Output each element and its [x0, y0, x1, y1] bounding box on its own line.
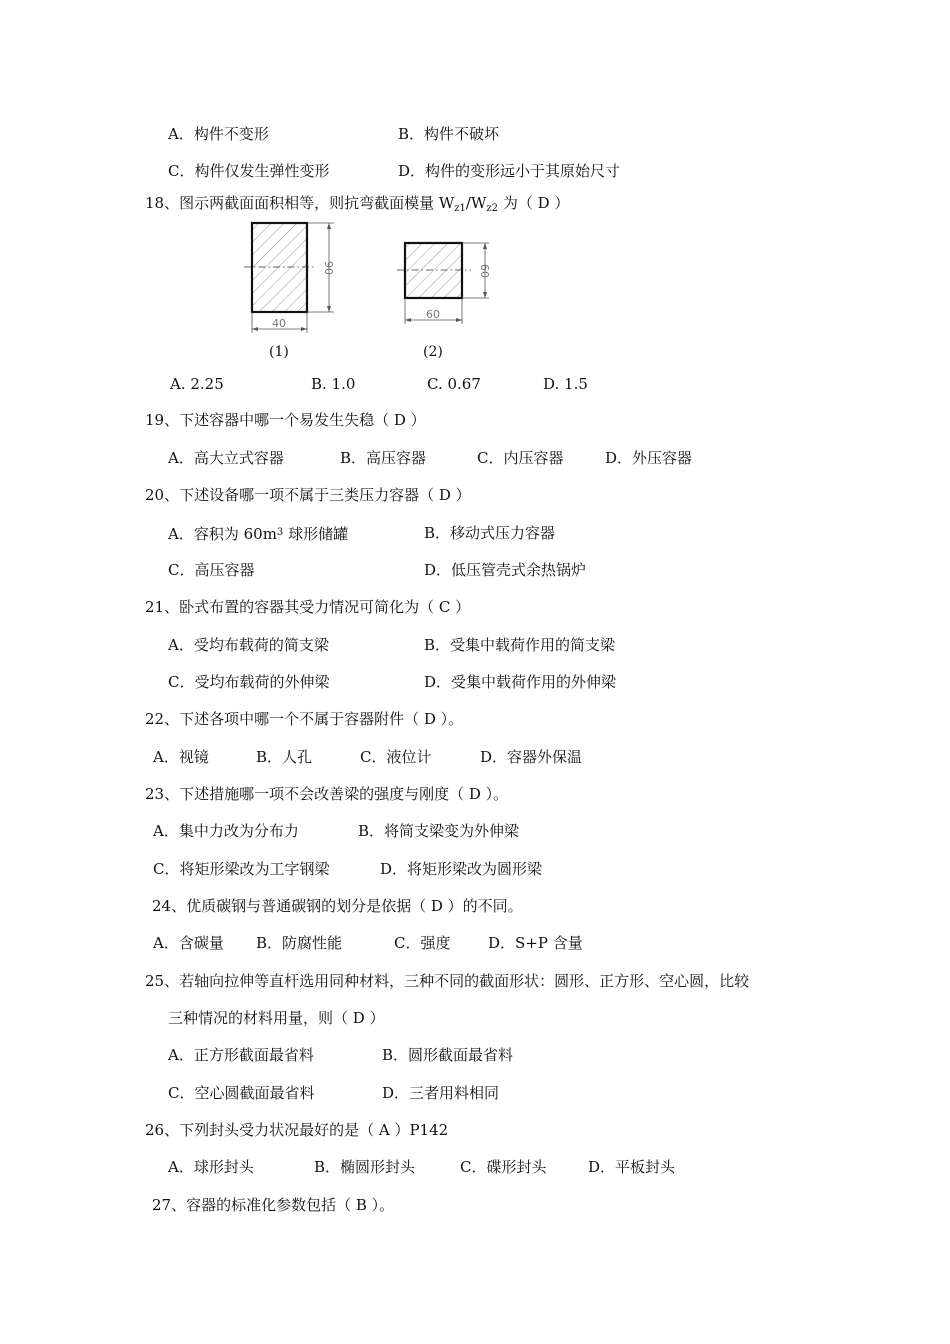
q19-option-c: C．内压容器 — [477, 449, 564, 467]
q24-option-c: C．强度 — [394, 934, 451, 952]
q22-option-b: B．人孔 — [256, 748, 313, 766]
q18-figure-1-caption: (1) — [269, 344, 289, 360]
q19-option-a: A．高大立式容器 — [168, 449, 284, 467]
q17-option-b: B．构件不破坏 — [398, 125, 500, 143]
q26-option-a: A．球形封头 — [168, 1158, 254, 1176]
q25-option-c: C．空心圆截面最省料 — [168, 1084, 315, 1102]
q20-option-a-text-end: 球形储罐 — [283, 525, 349, 543]
q21-option-d: D．受集中载荷作用的外伸梁 — [424, 673, 617, 691]
q20-option-a-superscript: 3 — [276, 527, 284, 538]
q19-stem: 19、下述容器中哪一个易发生失稳（ D ） — [145, 411, 426, 429]
q20-option-b: B．移动式压力容器 — [424, 524, 556, 542]
q24-option-d: D．S+P 含量 — [488, 934, 583, 952]
q18-stem — [145, 193, 569, 219]
q17-option-a: A．构件不变形 — [168, 125, 269, 143]
q20-option-c: C．高压容器 — [168, 561, 255, 579]
q26-stem: 26、下列封头受力状况最好的是（ A ）P142 — [145, 1121, 449, 1139]
q24-option-b: B．防腐性能 — [256, 934, 343, 952]
q26-option-b: B．椭圆形封头 — [314, 1158, 416, 1176]
fig2-width-label: 60 — [426, 308, 440, 321]
q23-option-d: D．将矩形梁改为圆形梁 — [380, 860, 543, 878]
section-1-rectangle — [252, 223, 307, 312]
q22-option-d: D．容器外保温 — [480, 748, 583, 766]
q27-stem: 27、容器的标准化参数包括（ B ）。 — [152, 1196, 395, 1214]
q18-slash-w: /W — [465, 194, 487, 212]
q25-stem-line2: 三种情况的材料用量，则（ D ） — [168, 1009, 385, 1027]
q21-stem: 21、卧式布置的容器其受力情况可简化为（ C ） — [145, 598, 471, 616]
q26-option-d: D．平板封头 — [588, 1158, 676, 1176]
q18-figure-2-caption: (2) — [423, 344, 443, 360]
fig1-width-label: 40 — [272, 317, 286, 330]
q24-stem: 24、优质碳钢与普通碳钢的划分是依据（ D ）的不同。 — [152, 897, 523, 915]
q21-option-b: B．受集中载荷作用的简支梁 — [424, 636, 616, 654]
q18-subscript-z2: z2 — [486, 203, 499, 214]
q19-option-b: B．高压容器 — [340, 449, 427, 467]
q20-option-d: D．低压管壳式余热锅炉 — [424, 561, 587, 579]
q25-option-a: A．正方形截面最省料 — [168, 1046, 314, 1064]
q18-option-c: C. 0.67 — [427, 375, 481, 393]
q18-option-b: B. 1.0 — [311, 375, 356, 393]
q18-stem-end: 为（ D ） — [498, 194, 570, 212]
q21-option-a: A．受均布载荷的简支梁 — [168, 636, 329, 654]
q18-subscript-z1: z1 — [454, 203, 466, 214]
q24-option-a: A．含碳量 — [153, 934, 224, 952]
q18-figure-1 — [238, 218, 338, 338]
q20-option-a — [168, 523, 348, 544]
q20-stem: 20、下述设备哪一项不属于三类压力容器（ D ） — [145, 486, 471, 504]
q18-option-a: A. 2.25 — [170, 375, 224, 393]
q21-option-c: C．受均布载荷的外伸梁 — [168, 673, 330, 691]
section-2-square — [405, 243, 462, 298]
q18-stem-start: 18、图示两截面面积相等，则抗弯截面模量 W — [145, 194, 455, 212]
q23-stem: 23、下述措施哪一项不会改善梁的强度与刚度（ D ）。 — [145, 785, 509, 803]
q23-option-b: B．将简支梁变为外伸梁 — [358, 822, 520, 840]
q18-option-d: D. 1.5 — [543, 375, 588, 393]
q26-option-c: C．碟形封头 — [460, 1158, 547, 1176]
q23-option-a: A．集中力改为分布力 — [153, 822, 299, 840]
fig2-height-label: 60 — [478, 264, 491, 278]
q25-option-b: B．圆形截面最省料 — [382, 1046, 514, 1064]
q22-stem: 22、下述各项中哪一个不属于容器附件（ D ）。 — [145, 710, 464, 728]
fig1-height-label: 90 — [322, 261, 335, 275]
q20-option-a-text: A．容积为 60m — [168, 525, 277, 543]
q19-option-d: D．外压容器 — [605, 449, 693, 467]
q18-figure-2 — [393, 234, 493, 328]
q17-option-c: C．构件仅发生弹性变形 — [168, 162, 330, 180]
q25-stem-line1: 25、若轴向拉伸等直杆选用同种材料，三种不同的截面形状：圆形、正方形、空心圆，比较 — [145, 972, 750, 990]
q25-option-d: D．三者用料相同 — [382, 1084, 500, 1102]
q23-option-c: C．将矩形梁改为工字钢梁 — [153, 860, 330, 878]
q17-option-d: D．构件的变形远小于其原始尺寸 — [398, 162, 621, 180]
q22-option-c: C．液位计 — [360, 748, 432, 766]
q22-option-a: A．视镜 — [153, 748, 209, 766]
